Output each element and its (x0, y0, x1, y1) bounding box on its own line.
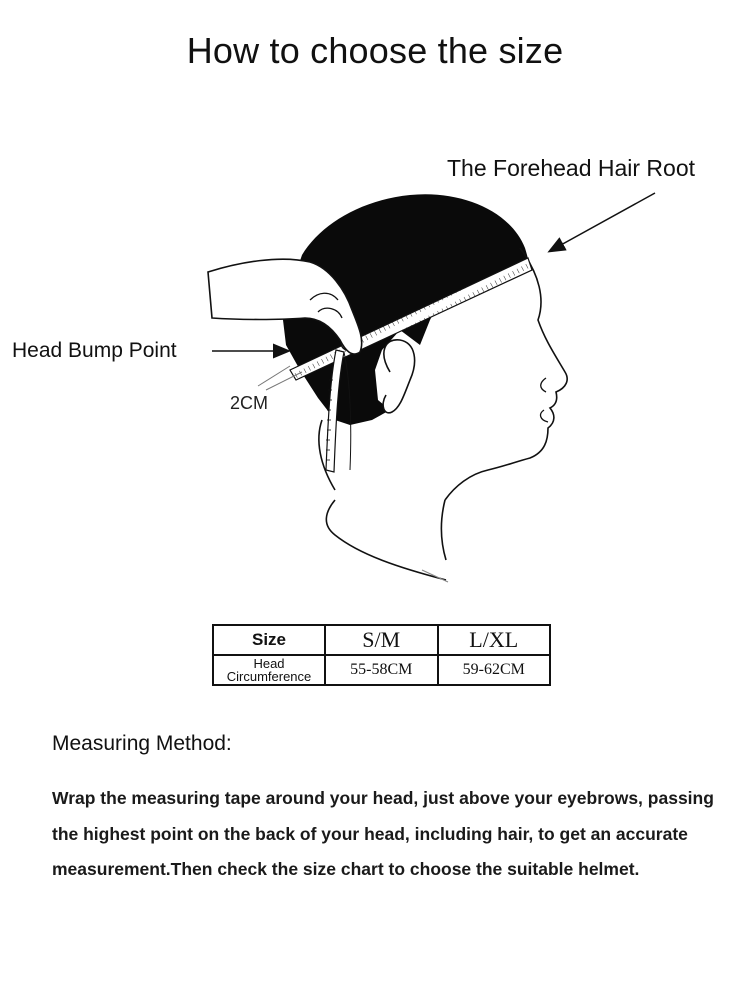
size-row (213, 625, 550, 655)
circumference-sm-cell: 55-58CM (325, 655, 438, 685)
size-header-cell: Size (213, 625, 325, 655)
head-bump-point-label: Head Bump Point (12, 339, 177, 362)
forehead-hair-root-label: The Forehead Hair Root (447, 155, 696, 181)
shoulder (326, 500, 446, 580)
measuring-method-heading: Measuring Method: (52, 732, 232, 755)
size-sm-cell: S/M (325, 625, 438, 655)
measuring-method-body: Wrap the measuring tape around your head, just above your eyebrows, passing the highest point on the back of your head, including hair, to get an accurate measurement.Then check the size chart to choose the suitable helmet. (52, 788, 714, 879)
circumference-lxl-cell: 59-62CM (438, 655, 551, 685)
offset-label: 2CM (230, 393, 269, 413)
circumference-row (213, 655, 550, 685)
forehead-arrow-icon (550, 193, 655, 251)
page-title: How to choose the size (186, 30, 564, 71)
size-table (212, 624, 551, 686)
neck-front (441, 500, 446, 560)
offset-line (258, 366, 290, 386)
circumference-header-cell: Head Circumference (213, 655, 325, 685)
ear (383, 340, 414, 413)
size-lxl-cell: L/XL (438, 625, 551, 655)
